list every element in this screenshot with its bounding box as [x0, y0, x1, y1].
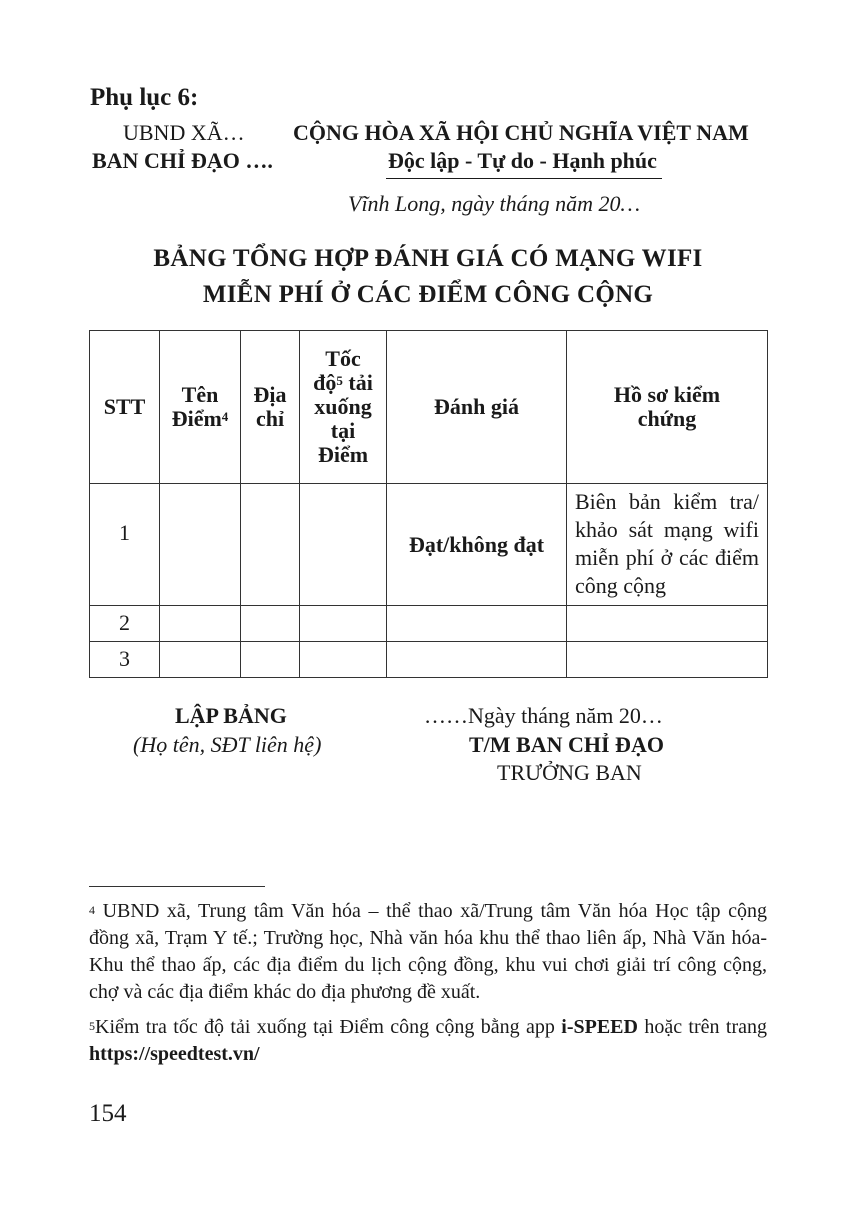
summary-table — [89, 330, 768, 678]
commune-committee: UBND XÃ… — [123, 120, 245, 145]
speedtest-url: https://speedtest.vn/ — [89, 1043, 260, 1065]
signature-organization: T/M BAN CHỈ ĐẠO — [469, 732, 664, 757]
footnote-separator — [89, 886, 265, 887]
row-evidence: Biên bản kiểm tra/ khảo sát mạng wifi miễn phí ở các điểm công cộng — [567, 484, 768, 606]
row-stt: 3 — [90, 642, 160, 678]
footnote-5-mark: 5 — [89, 1019, 95, 1033]
row-stt: 2 — [90, 606, 160, 642]
footnote-4 — [89, 898, 767, 1006]
header-evaluation: Đánh giá — [387, 331, 567, 484]
row-evaluation: Đạt/không đạt — [387, 484, 567, 606]
header-stt: STT — [90, 331, 160, 484]
republic-name: CỘNG HÒA XÃ HỘI CHỦ NGHĨA VIỆT NAM — [293, 120, 749, 145]
prepared-by-note: (Họ tên, SĐT liên hệ) — [133, 732, 322, 757]
row-point-name — [160, 484, 241, 606]
row-evidence — [567, 606, 768, 642]
row-speed — [300, 484, 387, 606]
place-date: Vĩnh Long, ngày tháng năm 20… — [348, 191, 641, 216]
table-row — [90, 642, 768, 678]
signature-title: TRƯỞNG BAN — [497, 760, 642, 785]
footnote-5: $^5$Kiểm tra tốc độ tải xuống tại Điểm công cộng bằng app i-SPEED hoặc trên trang https://speedtest.vn/ — [89, 1016, 767, 1065]
table-row — [90, 606, 768, 642]
row-address — [241, 606, 300, 642]
row-evidence — [567, 642, 768, 678]
national-motto: Độc lập - Tự do - Hạnh phúc — [388, 148, 657, 173]
header-evidence: Hồ sơ kiểm chứng — [567, 331, 768, 484]
footnote-4-mark: 4 — [89, 903, 95, 917]
row-point-name — [160, 606, 241, 642]
row-evaluation — [387, 642, 567, 678]
steering-committee: BAN CHỈ ĐẠO …. — [92, 148, 273, 173]
header-address: Địa chỉ — [241, 331, 300, 484]
motto-underline — [386, 178, 662, 179]
table-row — [90, 484, 768, 606]
document-title-line2: MIỄN PHÍ Ở CÁC ĐIỂM CÔNG CỘNG — [202, 281, 654, 308]
footnote-4-text: UBND xã, Trung tâm Văn hóa – thể thao xã/Trung tâm Văn hóa Học tập cộng đồng xã, Trạm Y tế.; Trường học, Nhà văn hóa khu thể thao liên ấp, Nhà Văn hóa- Khu thể thao ấp, các địa điểm du lịch cộng đồng, khu vui chơi giải trí công cộng, chợ và các địa điểm khác do địa phương đề xuất. — [89, 900, 767, 1003]
row-address — [241, 642, 300, 678]
document-title-line1: BẢNG TỔNG HỢP ĐÁNH GIÁ CÓ MẠNG WIFI — [153, 245, 703, 272]
speed-app-name: i-SPEED — [561, 1016, 638, 1038]
prepared-by-label: LẬP BẢNG — [175, 703, 287, 728]
header-download-speed: Tốc độ$^5$ tải xuống tại Điểm — [300, 331, 387, 484]
row-evaluation — [387, 606, 567, 642]
row-address — [241, 484, 300, 606]
table-header-row — [90, 331, 768, 484]
row-speed — [300, 642, 387, 678]
header-point-name: Tên Điểm$^4$ — [160, 331, 241, 484]
row-speed — [300, 606, 387, 642]
appendix-label: Phụ lục 6: — [90, 84, 199, 111]
page-number: 154 — [89, 1100, 127, 1127]
row-point-name — [160, 642, 241, 678]
signature-date: ……Ngày tháng năm 20… — [424, 703, 663, 728]
row-stt: 1 — [90, 484, 160, 606]
